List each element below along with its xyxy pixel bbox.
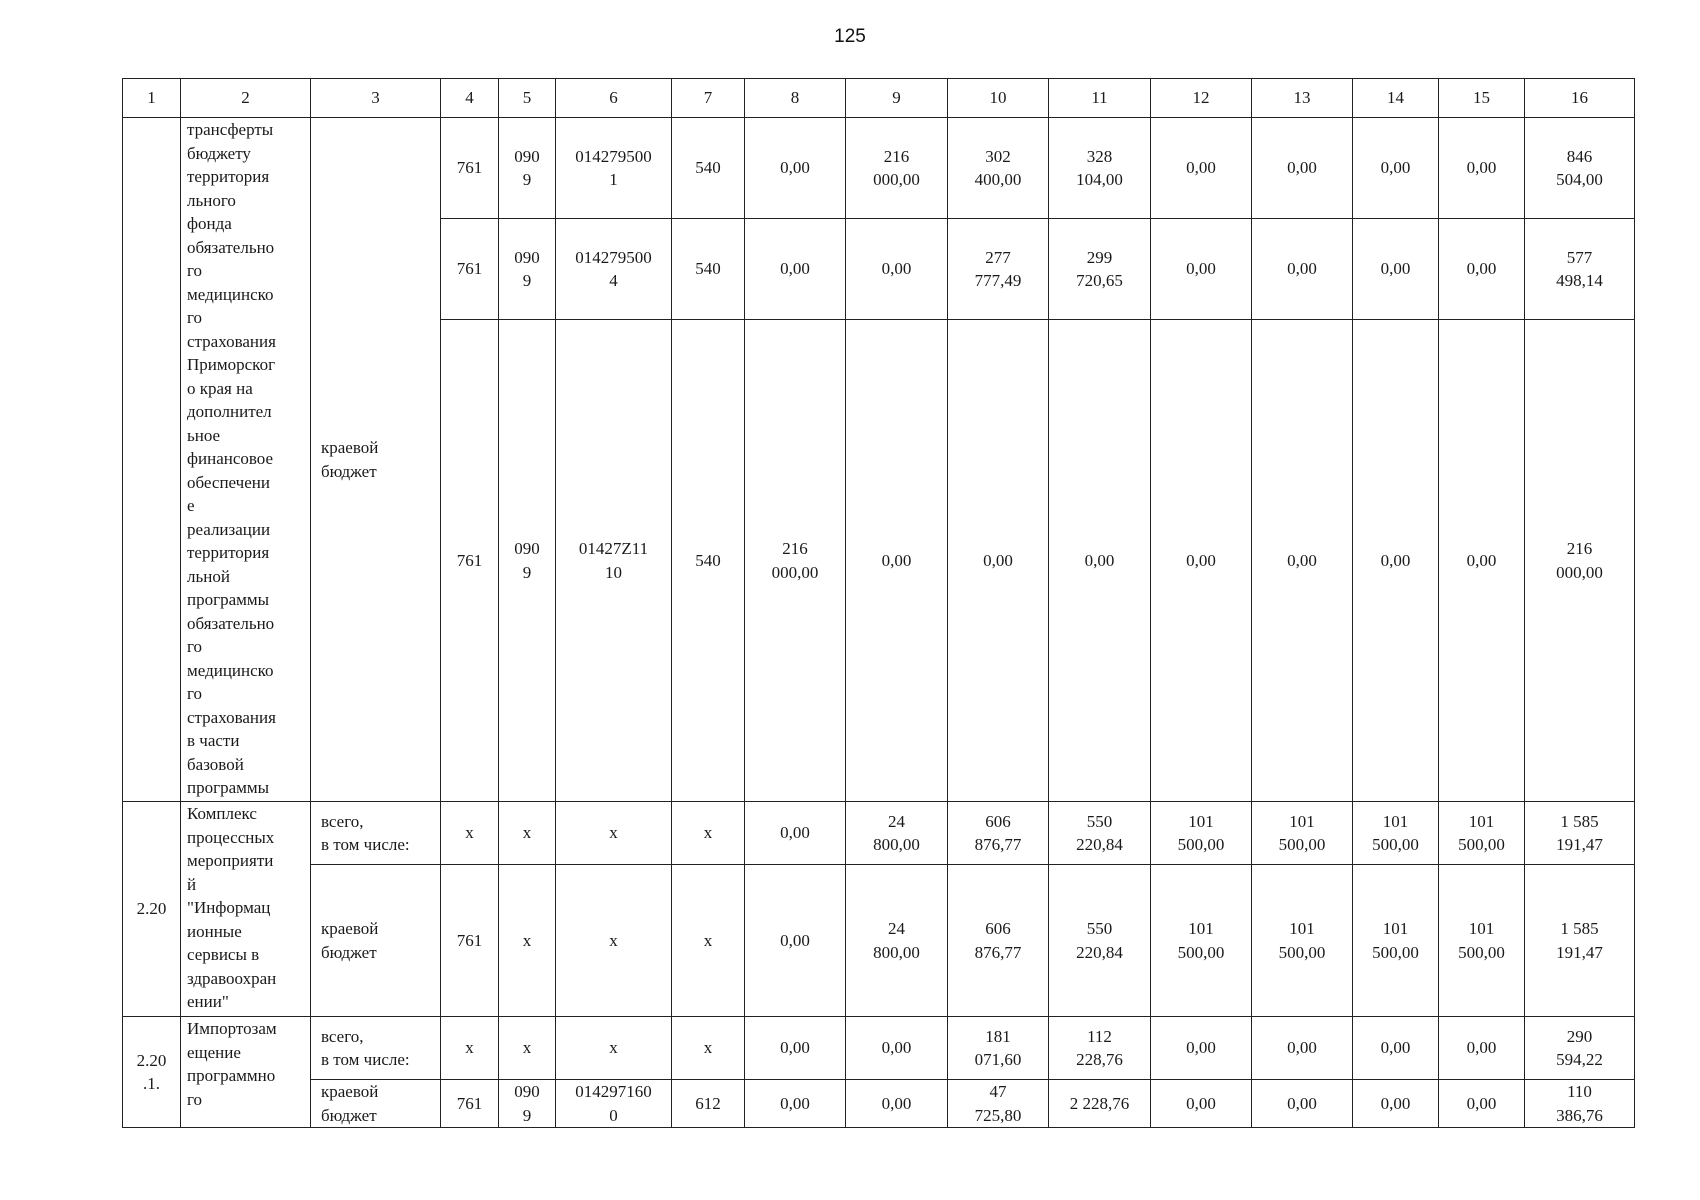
amount-cell: 181 071,60 [948, 1017, 1049, 1080]
amount-cell: 0,00 [1353, 320, 1439, 802]
amount-cell: 0,00 [1353, 219, 1439, 320]
row-number-cell [123, 118, 181, 802]
header-cell: 3 [311, 79, 441, 118]
amount-cell: 112 228,76 [1049, 1017, 1151, 1080]
amount-cell: 0,00 [1439, 1017, 1525, 1080]
amount-cell: 0,00 [1049, 320, 1151, 802]
grbs-cell: x [441, 802, 499, 865]
expense-type-cell: 540 [672, 219, 745, 320]
table-row [123, 118, 1635, 219]
amount-cell: 302 400,00 [948, 118, 1049, 219]
amount-cell: 101 500,00 [1151, 865, 1252, 1017]
funding-source-cell: всего, в том числе: [311, 802, 441, 865]
header-cell: 14 [1353, 79, 1439, 118]
amount-cell: 299 720,65 [1049, 219, 1151, 320]
amount-cell: 606 876,77 [948, 865, 1049, 1017]
header-cell: 7 [672, 79, 745, 118]
target-article-cell: 014279500 1 [556, 118, 672, 219]
grbs-cell: 761 [441, 118, 499, 219]
table-row [123, 1017, 1635, 1080]
expense-type-cell: x [672, 865, 745, 1017]
amount-cell: 0,00 [1252, 1080, 1353, 1128]
grbs-cell: 761 [441, 1080, 499, 1128]
section-cell: x [499, 802, 556, 865]
expense-type-cell: x [672, 1017, 745, 1080]
grbs-cell: x [441, 1017, 499, 1080]
total-cell: 577 498,14 [1525, 219, 1635, 320]
grbs-cell: 761 [441, 219, 499, 320]
section-cell: 090 9 [499, 118, 556, 219]
header-row [123, 79, 1635, 118]
total-cell: 290 594,22 [1525, 1017, 1635, 1080]
amount-cell: 216 000,00 [846, 118, 948, 219]
target-article-cell: 014279500 4 [556, 219, 672, 320]
amount-cell: 0,00 [745, 118, 846, 219]
description-cell: Комплекс процессных мероприяти й "Информац ионные сервисы в здравоохран ении" [181, 802, 311, 1017]
description-cell: трансферты бюджету территория льного фонда обязательно го медицинско го страхования Приморског о края на дополнител ьное финансовое обеспечени е реализации территория льной программы обязательно го медицинско го страхования в части базовой программы [181, 118, 311, 802]
amount-cell: 0,00 [745, 865, 846, 1017]
total-cell: 846 504,00 [1525, 118, 1635, 219]
amount-cell: 101 500,00 [1439, 865, 1525, 1017]
header-cell: 15 [1439, 79, 1525, 118]
amount-cell: 0,00 [1439, 1080, 1525, 1128]
header-cell: 12 [1151, 79, 1252, 118]
amount-cell: 0,00 [846, 320, 948, 802]
grbs-cell: 761 [441, 320, 499, 802]
grbs-cell: 761 [441, 865, 499, 1017]
header-cell: 11 [1049, 79, 1151, 118]
expense-type-cell: 540 [672, 118, 745, 219]
total-cell: 1 585 191,47 [1525, 802, 1635, 865]
budget-table [122, 78, 1635, 1128]
header-cell: 9 [846, 79, 948, 118]
amount-cell: 606 876,77 [948, 802, 1049, 865]
total-cell: 110 386,76 [1525, 1080, 1635, 1128]
expense-type-cell: 540 [672, 320, 745, 802]
section-cell: x [499, 865, 556, 1017]
amount-cell: 0,00 [1353, 118, 1439, 219]
amount-cell: 277 777,49 [948, 219, 1049, 320]
amount-cell: 0,00 [1151, 118, 1252, 219]
amount-cell: 0,00 [846, 219, 948, 320]
funding-source-cell: краевой бюджет [311, 1080, 441, 1128]
amount-cell: 0,00 [1151, 1080, 1252, 1128]
amount-cell: 550 220,84 [1049, 802, 1151, 865]
amount-cell: 101 500,00 [1439, 802, 1525, 865]
section-cell: x [499, 1017, 556, 1080]
description-cell: Импортозам ещение программно го [181, 1017, 311, 1128]
section-cell: 090 9 [499, 1080, 556, 1128]
target-article-cell: 014297160 0 [556, 1080, 672, 1128]
section-cell: 090 9 [499, 320, 556, 802]
amount-cell: 47 725,80 [948, 1080, 1049, 1128]
total-cell: 216 000,00 [1525, 320, 1635, 802]
amount-cell: 550 220,84 [1049, 865, 1151, 1017]
total-cell: 1 585 191,47 [1525, 865, 1635, 1017]
amount-cell: 0,00 [1252, 118, 1353, 219]
header-cell: 2 [181, 79, 311, 118]
table-row [123, 1080, 1635, 1128]
amount-cell: 24 800,00 [846, 865, 948, 1017]
amount-cell: 216 000,00 [745, 320, 846, 802]
amount-cell: 0,00 [1439, 320, 1525, 802]
target-article-cell: x [556, 1017, 672, 1080]
row-number-cell: 2.20 .1. [123, 1017, 181, 1128]
amount-cell: 328 104,00 [1049, 118, 1151, 219]
amount-cell: 0,00 [948, 320, 1049, 802]
amount-cell: 101 500,00 [1252, 802, 1353, 865]
amount-cell: 0,00 [1151, 320, 1252, 802]
amount-cell: 0,00 [1252, 219, 1353, 320]
funding-source-cell: всего, в том числе: [311, 1017, 441, 1080]
expense-type-cell: x [672, 802, 745, 865]
amount-cell: 0,00 [1252, 1017, 1353, 1080]
amount-cell: 0,00 [1151, 219, 1252, 320]
amount-cell: 101 500,00 [1353, 865, 1439, 1017]
amount-cell: 101 500,00 [1353, 802, 1439, 865]
amount-cell: 0,00 [1151, 1017, 1252, 1080]
page-number: 125 [834, 26, 866, 47]
amount-cell: 0,00 [745, 1080, 846, 1128]
amount-cell: 2 228,76 [1049, 1080, 1151, 1128]
funding-source-cell: краевой бюджет [311, 865, 441, 1017]
amount-cell: 0,00 [745, 1017, 846, 1080]
target-article-cell: 01427Z11 10 [556, 320, 672, 802]
header-cell: 16 [1525, 79, 1635, 118]
amount-cell: 0,00 [1353, 1080, 1439, 1128]
header-cell: 8 [745, 79, 846, 118]
target-article-cell: x [556, 865, 672, 1017]
amount-cell: 101 500,00 [1151, 802, 1252, 865]
header-cell: 1 [123, 79, 181, 118]
amount-cell: 101 500,00 [1252, 865, 1353, 1017]
section-cell: 090 9 [499, 219, 556, 320]
amount-cell: 0,00 [846, 1017, 948, 1080]
amount-cell: 0,00 [745, 219, 846, 320]
table-row [123, 865, 1635, 1017]
header-cell: 10 [948, 79, 1049, 118]
amount-cell: 0,00 [1252, 320, 1353, 802]
funding-source-cell: краевой бюджет [311, 118, 441, 802]
amount-cell: 0,00 [1439, 219, 1525, 320]
amount-cell: 0,00 [1353, 1017, 1439, 1080]
header-cell: 5 [499, 79, 556, 118]
header-cell: 6 [556, 79, 672, 118]
row-number-cell: 2.20 [123, 802, 181, 1017]
header-cell: 13 [1252, 79, 1353, 118]
amount-cell: 0,00 [1439, 118, 1525, 219]
table-row [123, 802, 1635, 865]
amount-cell: 0,00 [846, 1080, 948, 1128]
header-cell: 4 [441, 79, 499, 118]
amount-cell: 24 800,00 [846, 802, 948, 865]
amount-cell: 0,00 [745, 802, 846, 865]
target-article-cell: x [556, 802, 672, 865]
expense-type-cell: 612 [672, 1080, 745, 1128]
